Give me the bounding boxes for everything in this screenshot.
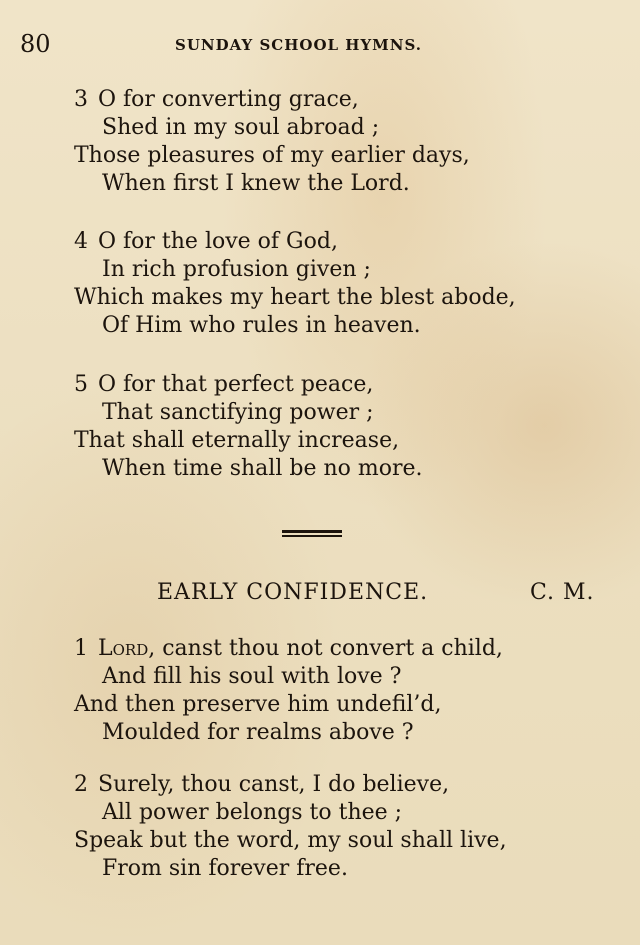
stanza-line: That shall eternally increase, bbox=[74, 428, 400, 453]
stanza-line: All power belongs to thee ; bbox=[102, 800, 403, 825]
running-title: SUNDAY SCHOOL HYMNS. bbox=[175, 36, 423, 54]
stanza-number: 4 bbox=[74, 229, 88, 254]
stanza-line bbox=[74, 228, 516, 256]
hymn-meter: C. M. bbox=[530, 580, 595, 605]
stanza-line: When first I knew the Lord. bbox=[102, 171, 410, 196]
line-text: O for that perfect peace, bbox=[98, 372, 374, 397]
stanza-4 bbox=[74, 228, 516, 340]
hymn-stanza-1 bbox=[74, 635, 503, 747]
line-text: Surely, thou canst, I do believe, bbox=[98, 772, 450, 797]
stanza-line: Those pleasures of my earlier days, bbox=[74, 143, 470, 168]
stanza-line bbox=[74, 771, 507, 799]
hymn-title: EARLY CONFIDENCE. bbox=[157, 580, 429, 605]
stanza-line: From sin forever free. bbox=[102, 856, 348, 881]
first-word: Lord, bbox=[98, 636, 156, 661]
stanza-line: Shed in my soul abroad ; bbox=[102, 115, 380, 140]
stanza-line bbox=[74, 371, 423, 399]
line-text: O for the love of God, bbox=[98, 229, 338, 254]
stanza-line bbox=[74, 635, 503, 663]
stanza-number: 2 bbox=[74, 772, 88, 797]
stanza-3 bbox=[74, 86, 470, 198]
stanza-line: And then preserve him undefil’d, bbox=[74, 692, 442, 717]
stanza-line: Of Him who rules in heaven. bbox=[102, 313, 421, 338]
stanza-number: 5 bbox=[74, 372, 88, 397]
stanza-line: Moulded for realms above ? bbox=[102, 720, 414, 745]
stanza-line bbox=[74, 86, 470, 114]
section-divider bbox=[282, 530, 342, 537]
line-text: O for converting grace, bbox=[98, 87, 359, 112]
stanza-5 bbox=[74, 371, 423, 483]
stanza-line: Which makes my heart the blest abode, bbox=[74, 285, 516, 310]
line-text: canst thou not convert a child, bbox=[162, 636, 503, 661]
page-number: 80 bbox=[20, 30, 51, 58]
stanza-line: When time shall be no more. bbox=[102, 456, 423, 481]
stanza-number: 1 bbox=[74, 636, 88, 661]
stanza-number: 3 bbox=[74, 87, 88, 112]
stanza-line: Speak but the word, my soul shall live, bbox=[74, 828, 507, 853]
hymn-stanza-2 bbox=[74, 771, 507, 883]
stanza-line: That sanctifying power ; bbox=[102, 400, 374, 425]
stanza-line: In rich profusion given ; bbox=[102, 257, 371, 282]
stanza-line: And fill his soul with love ? bbox=[102, 664, 402, 689]
